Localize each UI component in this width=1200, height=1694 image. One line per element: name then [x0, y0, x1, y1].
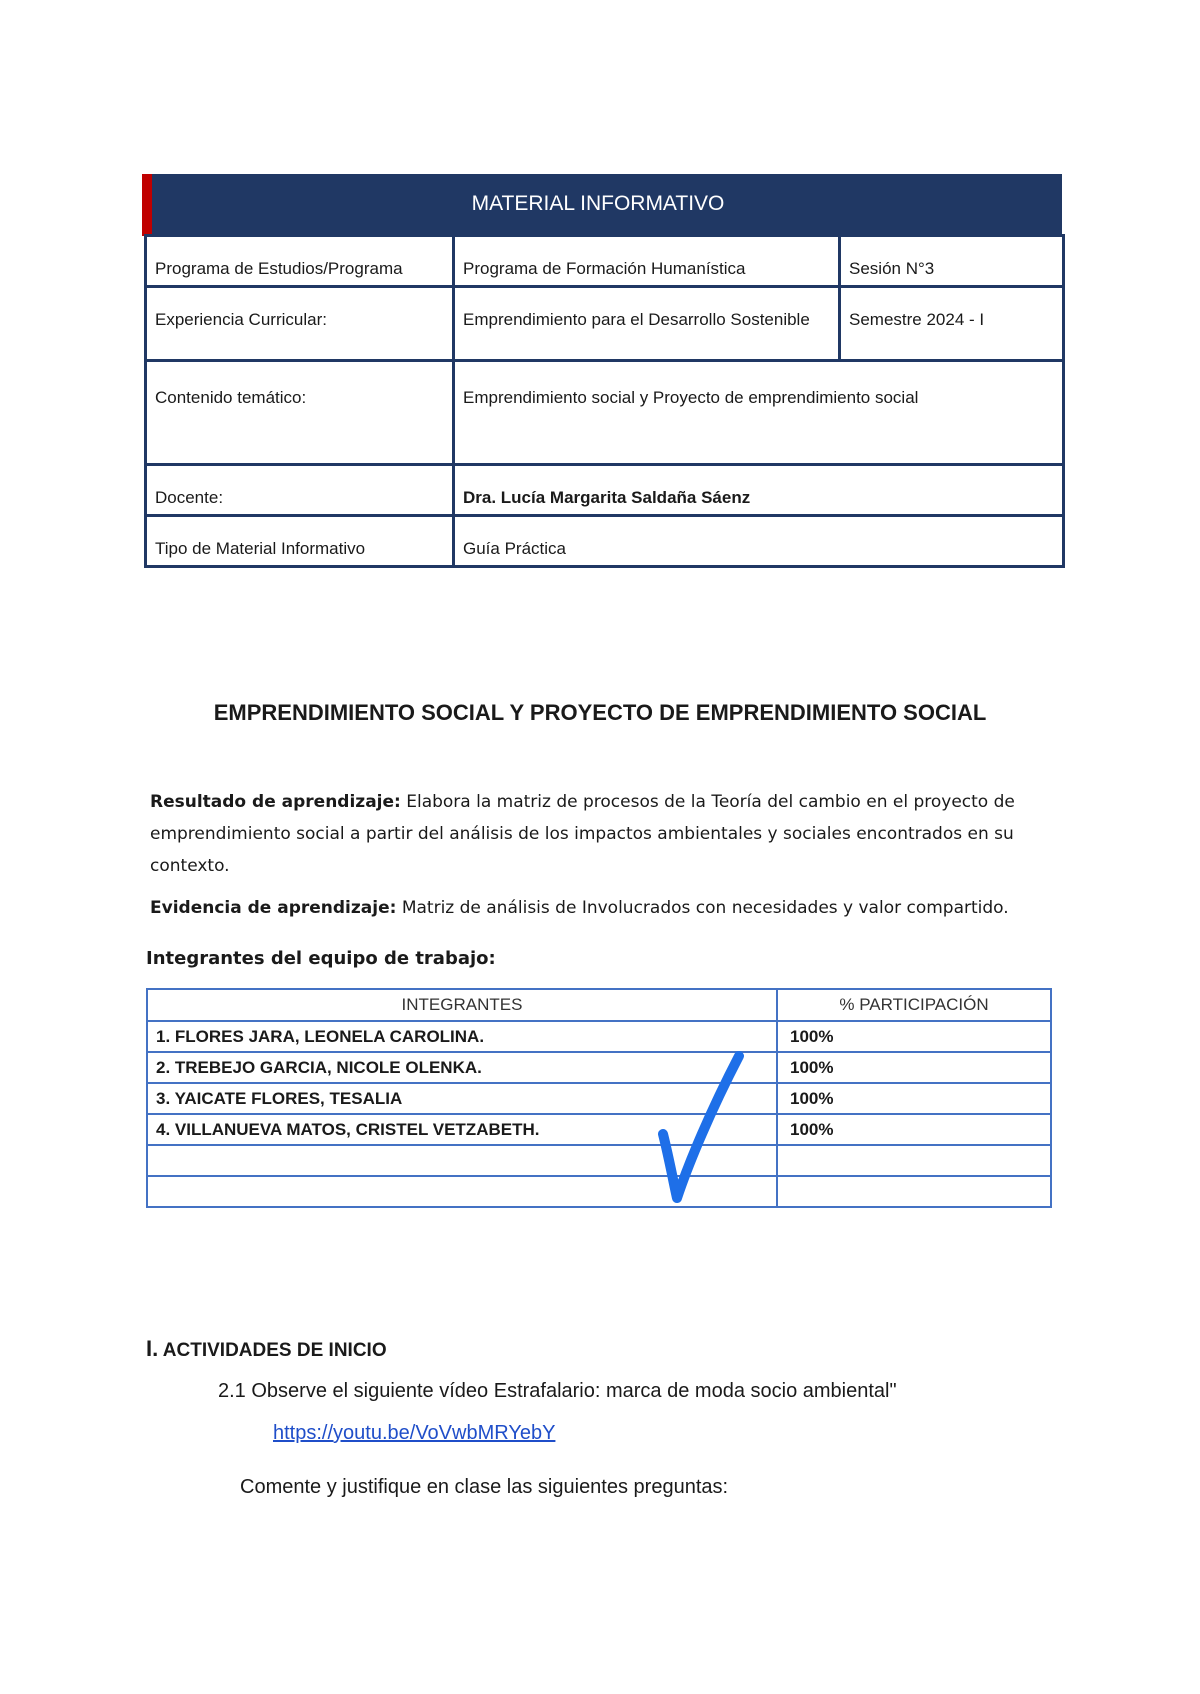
member-pct: 100%: [777, 1052, 1051, 1083]
info-label: Contenido temático:: [146, 360, 454, 464]
info-teacher: Dra. Lucía Margarita Saldaña Sáenz: [454, 464, 1064, 515]
learning-evidence-label: Evidencia de aprendizaje:: [150, 898, 397, 918]
learning-result: [150, 786, 1070, 882]
info-label: Programa de Estudios/Programa: [146, 236, 454, 287]
member-pct: 100%: [777, 1083, 1051, 1114]
learning-result-text: Elabora la matriz de procesos de la Teoría del cambio en el proyecto de emprendimiento social a partir del análisis de los impactos ambientales y sociales encontrados en su contexto.: [150, 792, 1015, 876]
comment-instruction: Comente y justifique en clase las siguientes preguntas:: [240, 1476, 729, 1498]
info-value: Emprendimiento para el Desarrollo Sostenible: [454, 287, 840, 361]
info-row: [146, 515, 1064, 566]
header-accent-bar: [142, 174, 152, 236]
learning-evidence: [150, 892, 1070, 924]
header-band: [142, 174, 1062, 234]
team-row: [147, 1052, 1051, 1083]
team-header-name: INTEGRANTES: [147, 989, 777, 1021]
video-link[interactable]: https://youtu.be/VoVwbMRYebY: [273, 1422, 556, 1444]
member-name: 1. FLORES JARA, LEONELA CAROLINA.: [147, 1021, 777, 1052]
checkmark-icon: [655, 1050, 755, 1210]
activity-item: 2.1 Observe el siguiente vídeo Estrafalario: marca de moda socio ambiental": [218, 1380, 897, 1402]
member-pct: [777, 1176, 1051, 1207]
member-name: 2. TREBEJO GARCIA, NICOLE OLENKA.: [147, 1052, 777, 1083]
main-title: EMPRENDIMIENTO SOCIAL Y PROYECTO DE EMPRENDIMIENTO SOCIAL: [213, 700, 987, 725]
info-label: Experiencia Curricular:: [146, 287, 454, 361]
team-row: [147, 1145, 1051, 1176]
info-value: Guía Práctica: [454, 515, 1064, 566]
team-row: [147, 1021, 1051, 1052]
info-row: [146, 360, 1064, 464]
member-pct: 100%: [777, 1021, 1051, 1052]
info-row: [146, 464, 1064, 515]
team-row: [147, 1114, 1051, 1145]
header-title: MATERIAL INFORMATIVO: [471, 192, 725, 215]
team-row: [147, 1083, 1051, 1114]
member-pct: 100%: [777, 1114, 1051, 1145]
member-name: 3. YAICATE FLORES, TESALIA: [147, 1083, 777, 1114]
learning-result-label: Resultado de aprendizaje:: [150, 792, 401, 812]
team-row: [147, 1176, 1051, 1207]
section-roman: I.: [146, 1336, 159, 1361]
team-header-pct: % PARTICIPACIÓN: [777, 989, 1051, 1021]
team-table: [146, 988, 1052, 1208]
team-header-row: [147, 989, 1051, 1021]
team-label: Integrantes del equipo de trabajo:: [146, 948, 496, 969]
member-pct: [777, 1145, 1051, 1176]
info-table: [144, 234, 1065, 568]
info-label: Tipo de Material Informativo: [146, 515, 454, 566]
info-session: Sesión N°3: [840, 236, 1064, 287]
info-row: [146, 287, 1064, 361]
info-value: Emprendimiento social y Proyecto de emprendimiento social: [454, 360, 1064, 464]
learning-evidence-text: Matriz de análisis de Involucrados con necesidades y valor compartido.: [396, 898, 1009, 918]
info-value: Programa de Formación Humanística: [454, 236, 840, 287]
section-heading: [146, 1336, 387, 1362]
member-name: 4. VILLANUEVA MATOS, CRISTEL VETZABETH.: [147, 1114, 777, 1145]
info-row: [146, 236, 1064, 287]
info-label: Docente:: [146, 464, 454, 515]
info-semester: Semestre 2024 - I: [840, 287, 1064, 361]
section-title: ACTIVIDADES DE INICIO: [158, 1340, 387, 1361]
